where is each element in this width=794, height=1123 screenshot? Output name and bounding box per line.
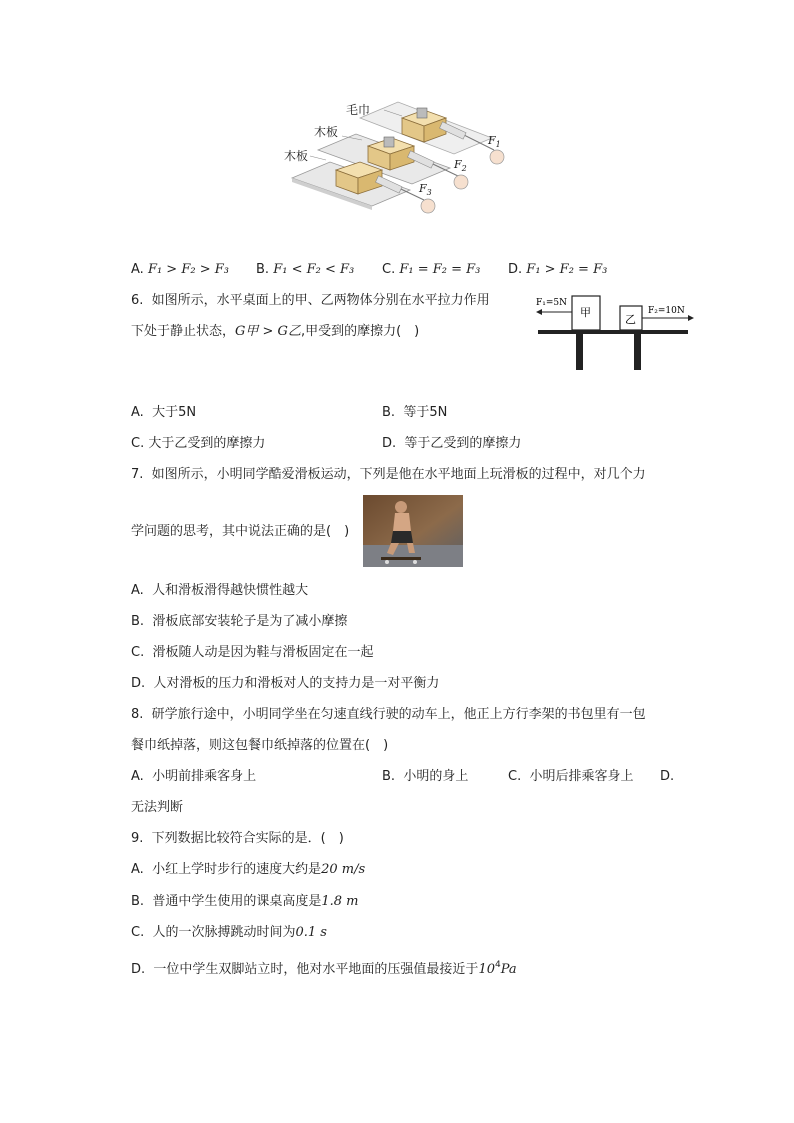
q8-option-c[interactable]: C. 小明后排乘客身上 — [508, 769, 634, 784]
label-board-2: 木板 — [284, 149, 309, 163]
label-board-1: 木板 — [314, 125, 339, 139]
q5-option-b[interactable] — [256, 261, 354, 279]
label-f1: F₁=5N — [536, 298, 567, 308]
q6-stem-line2: 下处于静止状态，G甲 > G乙,甲受到的摩擦力( ) — [131, 324, 420, 339]
q7-option-b[interactable]: B. 滑板底部安装轮子是为了减小摩擦 — [131, 614, 348, 629]
q7-stem-line1: 7. 如图所示，小明同学酷爱滑板运动，下列是他在水平地面上玩滑板的过程中，对几个力 — [131, 467, 646, 482]
q6-option-c[interactable]: C. 大于乙受到的摩擦力 — [131, 436, 266, 451]
label-yi: 乙 — [625, 313, 636, 326]
q8-option-b[interactable]: B. 小明的身上 — [382, 769, 469, 784]
force-label-3: $F_3$ — [419, 182, 432, 197]
q9-stem: 9. 下列数据比较符合实际的是．( ) — [131, 831, 344, 846]
q5-option-d[interactable] — [508, 261, 607, 279]
option-text: F₁ < F₂ < F₃ — [273, 262, 355, 277]
q9-option-c[interactable]: C. 人的一次脉搏跳动时间为0.1 s — [131, 925, 327, 940]
label-towel: 毛巾 — [346, 103, 371, 117]
q8-option-d[interactable]: D. — [660, 769, 675, 784]
force-label-2: $F_2$ — [454, 158, 467, 173]
hand-icon — [490, 150, 504, 164]
q9-option-a[interactable]: A. 小红上学时步行的速度大约是20 m/s — [131, 862, 366, 877]
option-letter: D. — [508, 262, 523, 277]
option-text: F₁ > F₂ > F₃ — [147, 262, 229, 277]
label-f2: F₂=10N — [648, 306, 685, 316]
option-text: F₁ > F₂ = F₃ — [526, 262, 608, 277]
table-blocks-figure — [530, 292, 700, 372]
q8-option-a[interactable]: A. 小明前排乘客身上 — [131, 769, 257, 784]
q7-stem-line2: 学问题的思考，其中说法正确的是( ) — [131, 524, 350, 539]
option-letter: A. — [131, 262, 144, 277]
friction-experiment-figure — [0, 0, 794, 240]
q5-option-a[interactable] — [131, 261, 229, 279]
q6-option-d[interactable]: D. 等于乙受到的摩擦力 — [382, 436, 522, 451]
hand-icon — [454, 175, 468, 189]
q8-stem-line2: 餐巾纸掉落，则这包餐巾纸掉落的位置在( ) — [131, 738, 389, 753]
q6-option-a[interactable]: A. 大于5N — [131, 405, 197, 420]
q8-stem-line1: 8. 研学旅行途中，小明同学坐在匀速直线行驶的动车上，他正上方行李架的书包里有一包 — [131, 707, 646, 722]
q7-option-d[interactable]: D. 人对滑板的压力和滑板对人的支持力是一对平衡力 — [131, 676, 440, 691]
q7-option-c[interactable]: C. 滑板随人动是因为鞋与滑板固定在一起 — [131, 645, 374, 660]
skateboarder-photo — [363, 495, 463, 567]
q8-option-d-text[interactable]: 无法判断 — [131, 800, 184, 815]
hand-icon — [421, 199, 435, 213]
q6-option-b[interactable]: B. 等于5N — [382, 405, 448, 420]
q7-option-a[interactable]: A. 人和滑板滑得越快惯性越大 — [131, 583, 309, 598]
q9-option-b[interactable]: B. 普通中学生使用的课桌高度是1.8 m — [131, 894, 359, 909]
q6-stem-line1: 6. 如图所示，水平桌面上的甲、乙两物体分别在水平拉力作用 — [131, 293, 490, 308]
q5-option-c[interactable] — [382, 261, 480, 279]
force-label-1: $F_1$ — [488, 134, 501, 149]
option-letter: B. — [256, 262, 270, 277]
label-jia: 甲 — [580, 306, 591, 319]
option-letter: C. — [382, 262, 396, 277]
q9-option-d[interactable]: D. 一位中学生双脚站立时，他对水平地面的压强值最接近于$10^4Pa$ — [131, 960, 517, 977]
option-text: F₁ = F₂ = F₃ — [399, 262, 481, 277]
